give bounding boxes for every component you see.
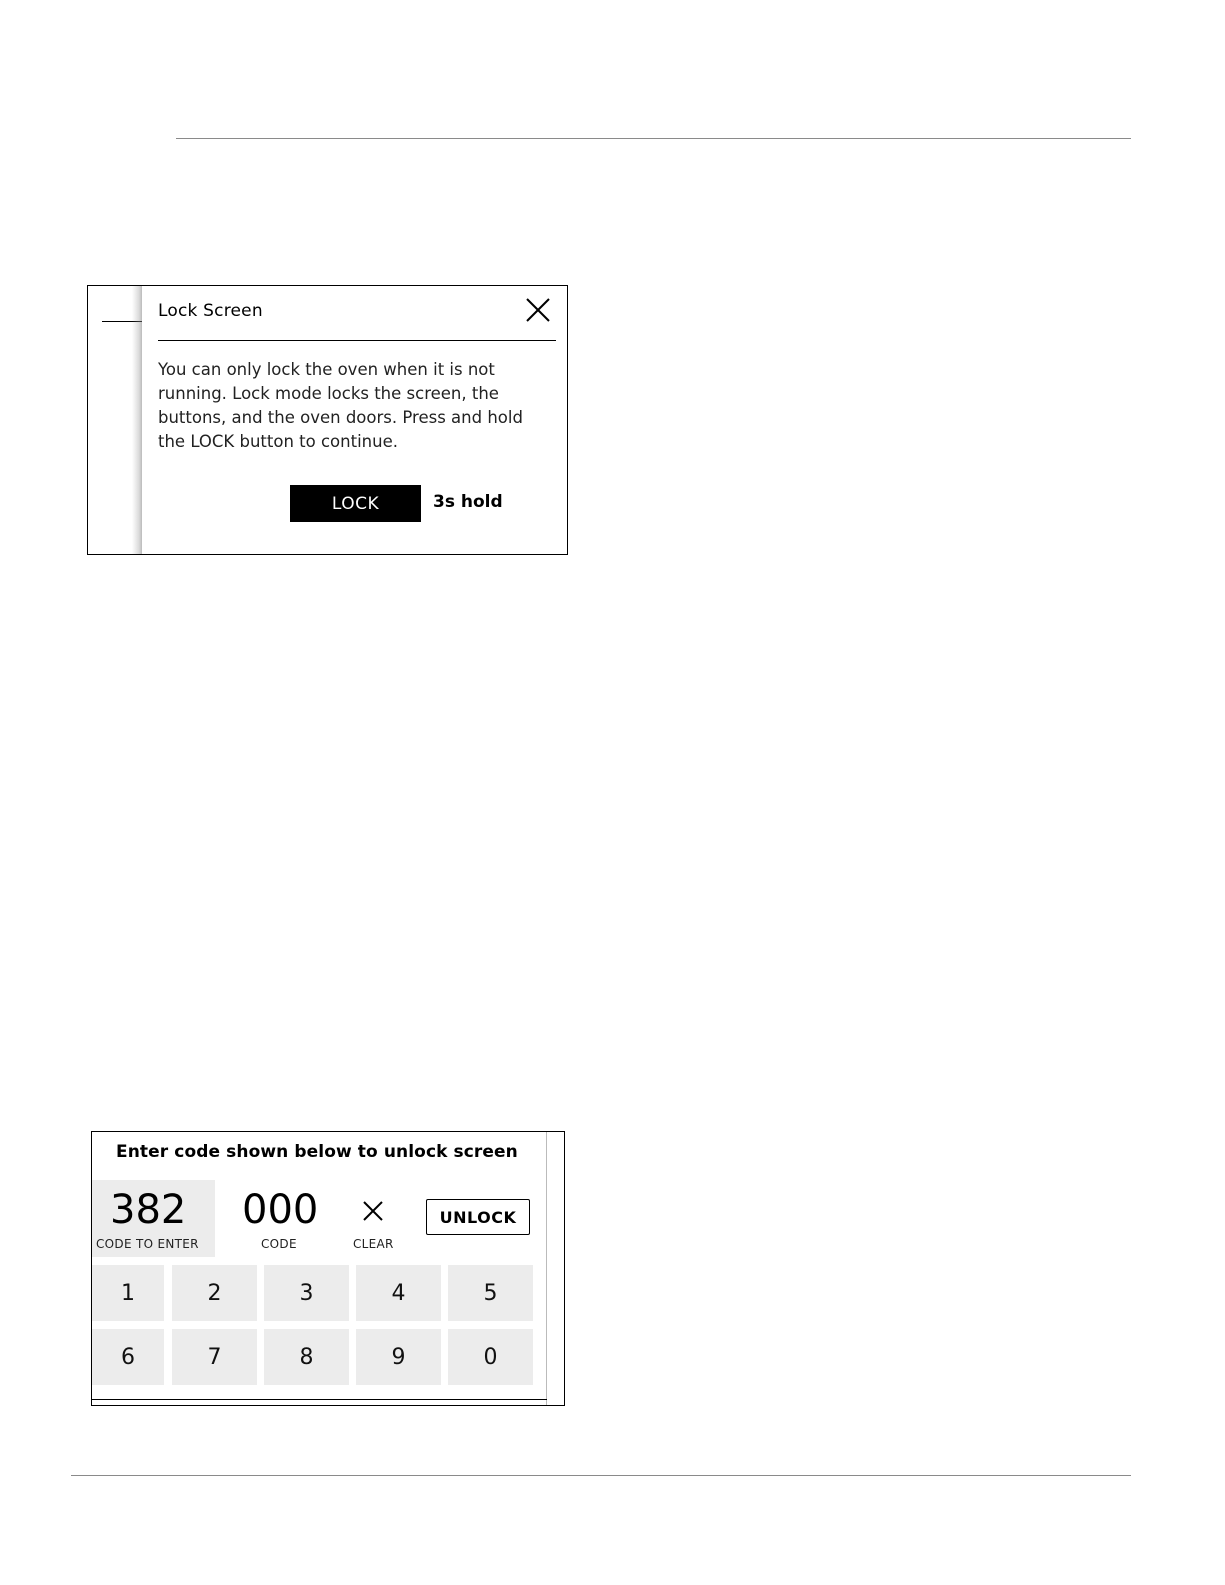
- keypad-key-2[interactable]: 2: [172, 1265, 257, 1321]
- close-icon[interactable]: [524, 296, 552, 324]
- keypad-key-3[interactable]: 3: [264, 1265, 349, 1321]
- frame-edge: [546, 1132, 547, 1405]
- top-rule: [176, 138, 1131, 139]
- code-caption: CODE: [261, 1237, 297, 1251]
- dialog-title: Lock Screen: [158, 301, 263, 321]
- entered-code-value: 000: [242, 1187, 319, 1233]
- dialog-message: You can only lock the oven when it is not running. Lock mode locks the screen, the buttons, and the oven doors. Press and hold the LOCK button to continue.: [158, 360, 523, 451]
- keypad-key-7[interactable]: 7: [172, 1329, 257, 1385]
- clear-icon[interactable]: [362, 1200, 384, 1222]
- code-to-enter-value: 382: [110, 1187, 187, 1233]
- keypad-key-1[interactable]: 1: [92, 1265, 164, 1321]
- keypad-key-0[interactable]: 0: [448, 1329, 533, 1385]
- keypad-key-4[interactable]: 4: [356, 1265, 441, 1321]
- dialog-shadow: [132, 286, 142, 554]
- bottom-rule: [71, 1475, 1131, 1476]
- unlock-button[interactable]: UNLOCK: [426, 1199, 530, 1235]
- unlock-screen-figure: [91, 1131, 565, 1406]
- keypad-key-9[interactable]: 9: [356, 1329, 441, 1385]
- lock-screen-figure: [87, 285, 568, 555]
- clear-caption: CLEAR: [353, 1237, 394, 1251]
- code-to-enter-caption: CODE TO ENTER: [96, 1237, 199, 1251]
- close-icon-graphic: [524, 296, 552, 324]
- dialog-divider: [158, 340, 556, 341]
- frame-edge: [92, 1399, 547, 1400]
- hold-duration-label: 3s hold: [433, 492, 503, 512]
- unlock-prompt: Enter code shown below to unlock screen: [116, 1142, 518, 1162]
- lock-button[interactable]: LOCK: [290, 485, 421, 522]
- clear-icon-graphic: [362, 1200, 384, 1222]
- keypad-key-5[interactable]: 5: [448, 1265, 533, 1321]
- keypad-key-8[interactable]: 8: [264, 1329, 349, 1385]
- keypad-key-6[interactable]: 6: [92, 1329, 164, 1385]
- lock-screen-dialog: [142, 286, 568, 554]
